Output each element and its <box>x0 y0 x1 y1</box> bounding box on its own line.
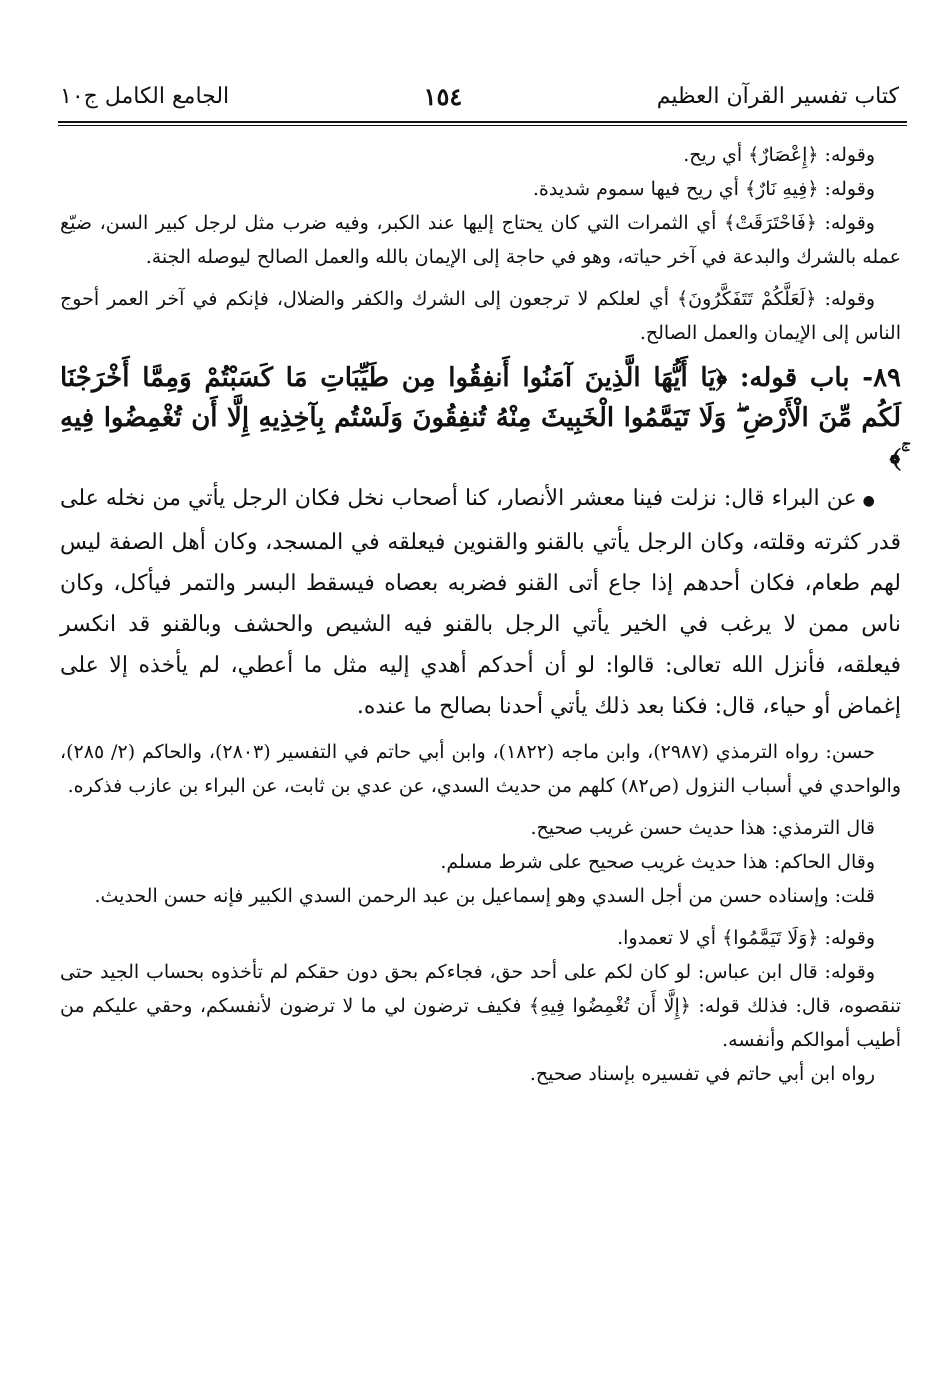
book-title: كتاب تفسير القرآن العظيم <box>656 83 899 109</box>
commentary-paragraph: وقوله: ﴿فِيهِ نَارٌ﴾ أي ريح فيها سموم شديدة. <box>532 178 875 200</box>
commentary-paragraph: وقوله: ﴿فَاحْتَرَقَتْ﴾ أي الثمرات التي كان يحتاج إليها عند الكبر، وفيه ضرب مثل لرجل كبير السن، ضيّع عمله بالشرك والبدعة في آخر حياته، وهو في حاجة إلى الإيمان بالله والعمل الصالح ليوصله الجنة. <box>60 212 901 268</box>
commentary-paragraph: وقوله: ﴿وَلَا تَيَمَّمُوا﴾ أي لا تعمدوا. <box>617 927 875 949</box>
series-title: الجامع الكامل ج١٠ <box>60 83 230 109</box>
commentary-paragraph: وقوله: قال ابن عباس: لو كان لكم على أحد حق، فجاءكم بحق دون حقكم لم تأخذوه بحساب الجيد حتى تنقصوه، قال: فذلك قوله: ﴿إِلَّا أَن تُغْمِضُوا فِيهِ﴾ فكيف ترضون لي ما لا ترضون لأنفسكم، وحقي عليكم من أطيب أموالكم وأنفسه. <box>60 961 901 1051</box>
commentary-paragraph: وقوله: ﴿إِعْصَارٌ﴾ أي ريح. <box>683 144 875 166</box>
chapter-heading: ٨٩- باب قوله: ﴿يَا أَيُّهَا الَّذِينَ آمَنُوا أَنفِقُوا مِن طَيِّبَاتِ مَا كَسَبْتُمْ وَمِمَّا أَخْرَجْنَا لَكُم مِّنَ الْأَرْضِ ۖ وَلَا تَيَمَّمُوا الْخَبِيثَ مِنْهُ تُنفِقُونَ وَلَسْتُم بِآخِذِيهِ إِلَّا أَن تُغْمِضُوا فِيهِ ۚ﴾ <box>60 363 901 473</box>
header-rule <box>58 121 907 123</box>
takhrij-note: حسن: رواه الترمذي (٢٩٨٧)، وابن ماجه (١٨٢٢)، وابن أبي حاتم في التفسير (٢٨٠٣)، والحاكم (٢/ ٢٨٥)، والواحدي في أسباب النزول (ص٨٢) كلهم من حديث السدي، عن عدي بن ثابت، عن البراء بن عازب فذكره. <box>60 741 901 797</box>
hadith-text <box>60 478 901 727</box>
takhrij-note: قلت: وإسناده حسن من أجل السدي وهو إسماعيل بن عبد الرحمن السدي الكبير فإنه حسن الحديث. <box>94 885 875 907</box>
header-rule-thin <box>58 125 907 126</box>
commentary-paragraph: وقوله: ﴿لَعَلَّكُمْ تَتَفَكَّرُونَ﴾ أي لعلكم لا ترجعون إلى الشرك والكفر والضلال، فإنكم في آخر العمر أحوج الناس إلى الإيمان والعمل الصالح. <box>60 288 901 344</box>
takhrij-note: رواه ابن أبي حاتم في تفسيره بإسناد صحيح. <box>529 1063 875 1085</box>
running-header <box>60 76 899 116</box>
takhrij-note: قال الترمذي: هذا حديث حسن غريب صحيح. <box>530 817 875 839</box>
takhrij-note: وقال الحاكم: هذا حديث غريب صحيح على شرط مسلم. <box>440 851 875 873</box>
page-body <box>60 138 901 1091</box>
bullet-icon <box>857 486 875 511</box>
page-number: ١٥٤ <box>423 81 463 111</box>
hadith-body: عن البراء قال: نزلت فينا معشر الأنصار، كنا أصحاب نخل فكان الرجل يأتي من نخله على قدر كثرته وقلته، وكان الرجل يأتي بالقنو والقنوين فيعلقه في المسجد، وكان أهل الصفة ليس لهم طعام، فكان أحدهم إذا جاع أتى القنو فضربه بعصاه فيسقط البسر والتمر فيأكل، وكان ناس ممن لا يرغب في الخير يأتي الرجل بالقنو فيه الشيص والحشف وبالقنو قد انكسر فيعلقه، فأنزل الله تعالى: قالوا: لو أن أحدكم أهدي إليه مثل ما أعطي، لم يأخذه إلا على إغماض أو حياء، قال: فكنا بعد ذلك يأتي أحدنا بصالح ما عنده. <box>60 486 901 719</box>
